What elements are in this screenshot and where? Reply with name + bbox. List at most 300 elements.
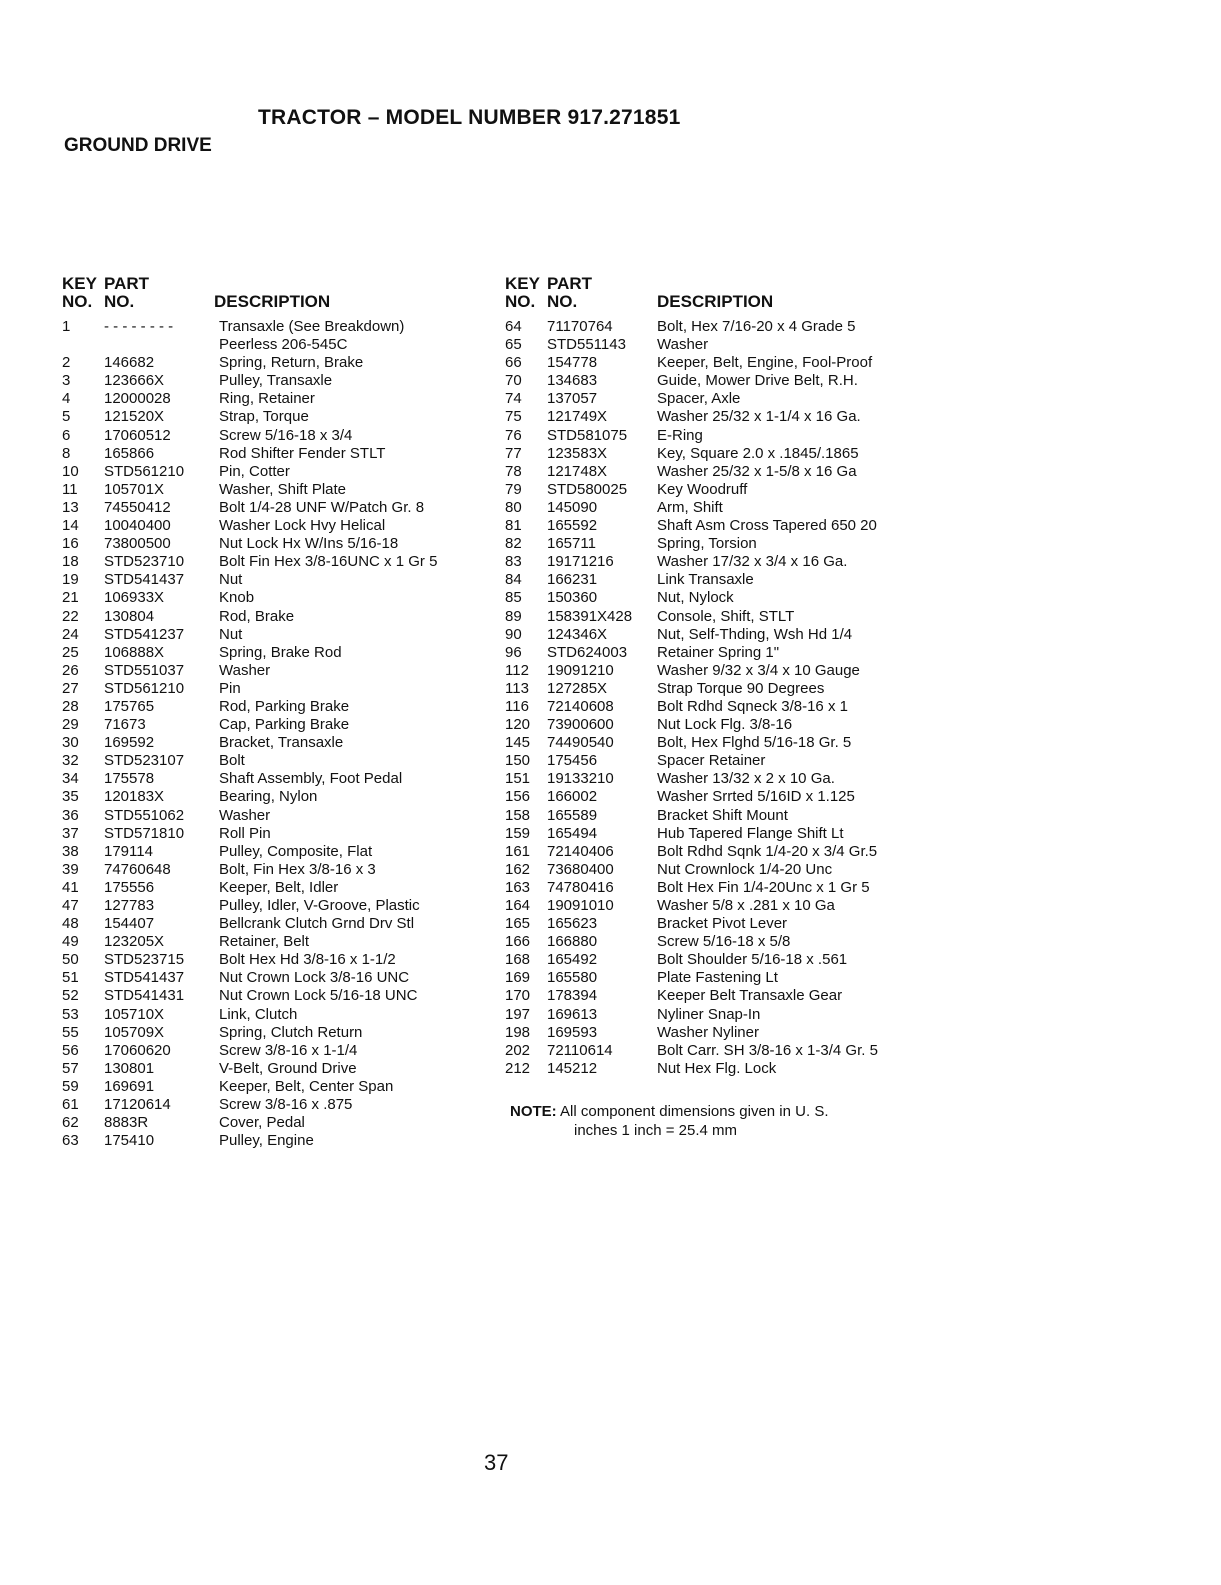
key-number: 66 bbox=[505, 354, 522, 372]
key-number: 156 bbox=[505, 788, 531, 806]
table-row bbox=[505, 680, 945, 698]
part-description: Ring, Retainer bbox=[219, 390, 315, 408]
part-description: Washer Srrted 5/16ID x 1.125 bbox=[657, 788, 855, 806]
key-number: 83 bbox=[505, 553, 522, 571]
part-description: Bracket Shift Mount bbox=[657, 806, 788, 824]
part-number: 165494 bbox=[547, 824, 598, 842]
part-number: 154778 bbox=[547, 354, 598, 372]
key-number: 8 bbox=[62, 444, 71, 462]
key-number: 14 bbox=[62, 517, 79, 535]
table-row bbox=[505, 408, 945, 426]
key-number: 55 bbox=[62, 1023, 79, 1041]
key-number: 48 bbox=[62, 915, 79, 933]
table-row bbox=[62, 517, 502, 535]
part-number: STD581075 bbox=[547, 426, 628, 444]
part-description: Retainer, Belt bbox=[219, 933, 310, 951]
key-number: 22 bbox=[62, 607, 79, 625]
table-row bbox=[505, 951, 945, 969]
table-row bbox=[505, 915, 945, 933]
part-description: Plate Fastening Lt bbox=[657, 969, 778, 987]
part-description: Nut Crown Lock 3/8-16 UNC bbox=[219, 969, 410, 987]
table-row bbox=[505, 716, 945, 734]
key-number: 38 bbox=[62, 842, 79, 860]
part-number: 175765 bbox=[104, 697, 155, 715]
key-number: 32 bbox=[62, 752, 79, 770]
part-description: Rod, Parking Brake bbox=[219, 697, 350, 715]
section-title: GROUND DRIVE bbox=[64, 135, 212, 156]
note-label: NOTE: bbox=[510, 1103, 557, 1120]
table-row bbox=[505, 1006, 945, 1024]
table-row bbox=[505, 933, 945, 951]
part-number: 130801 bbox=[104, 1059, 155, 1077]
part-description: Washer Lock Hvy Helical bbox=[219, 517, 386, 535]
key-number: 168 bbox=[505, 951, 531, 969]
part-number: 17120614 bbox=[104, 1096, 171, 1114]
part-description: Washer, Shift Plate bbox=[219, 480, 347, 498]
part-number: STD523710 bbox=[104, 553, 185, 571]
part-description: Washer 9/32 x 3/4 x 10 Gauge bbox=[657, 661, 860, 679]
table-row bbox=[62, 571, 502, 589]
part-number: 127285X bbox=[547, 679, 608, 697]
part-description: Washer 13/32 x 2 x 10 Ga. bbox=[657, 770, 835, 788]
table-row bbox=[505, 662, 945, 680]
key-number: 6 bbox=[62, 426, 71, 444]
header-part-no: NO. bbox=[547, 292, 578, 311]
parts-column-right bbox=[505, 272, 945, 1078]
table-row bbox=[505, 987, 945, 1005]
key-number: 84 bbox=[505, 571, 522, 589]
table-row bbox=[62, 951, 502, 969]
table-row bbox=[62, 897, 502, 915]
part-description: Shaft Assembly, Foot Pedal bbox=[219, 770, 403, 788]
key-number: 162 bbox=[505, 860, 531, 878]
key-number: 39 bbox=[62, 860, 79, 878]
key-number: 27 bbox=[62, 679, 79, 697]
part-description: Bearing, Nylon bbox=[219, 788, 318, 806]
table-row bbox=[505, 336, 945, 354]
part-description: Keeper, Belt, Idler bbox=[219, 878, 339, 896]
table-row bbox=[62, 1114, 502, 1132]
part-number: 120183X bbox=[104, 788, 165, 806]
part-description: Console, Shift, STLT bbox=[657, 607, 795, 625]
part-number: 179114 bbox=[104, 842, 153, 860]
part-description: Spacer, Axle bbox=[657, 390, 741, 408]
header-description: DESCRIPTION bbox=[657, 292, 774, 311]
part-number: 105710X bbox=[104, 1005, 165, 1023]
part-description: Strap, Torque bbox=[219, 408, 309, 426]
part-number: 154407 bbox=[104, 915, 155, 933]
key-number: 3 bbox=[62, 372, 71, 390]
key-number: 197 bbox=[505, 1005, 531, 1023]
part-number: 74550412 bbox=[104, 498, 171, 516]
key-number: 166 bbox=[505, 933, 531, 951]
part-description: Spring, Clutch Return bbox=[219, 1023, 363, 1041]
table-row bbox=[505, 897, 945, 915]
table-row bbox=[505, 535, 945, 553]
part-description: Peerless 206-545C bbox=[219, 336, 348, 354]
part-description: Keeper Belt Transaxle Gear bbox=[657, 987, 843, 1005]
table-row bbox=[62, 427, 502, 445]
part-number: 169593 bbox=[547, 1023, 598, 1041]
part-number: STD624003 bbox=[547, 643, 628, 661]
key-number: 50 bbox=[62, 951, 79, 969]
key-number: 51 bbox=[62, 969, 79, 987]
key-number: 41 bbox=[62, 878, 79, 896]
key-number: 158 bbox=[505, 806, 531, 824]
part-description: E-Ring bbox=[657, 426, 703, 444]
key-number: 4 bbox=[62, 390, 71, 408]
header-key-no: NO. bbox=[62, 292, 93, 311]
key-number: 30 bbox=[62, 734, 79, 752]
part-description: Nut bbox=[219, 571, 243, 589]
header-part: PART bbox=[104, 274, 150, 293]
part-number: 12000028 bbox=[104, 390, 171, 408]
part-description: Screw 5/16-18 x 3/4 bbox=[219, 426, 353, 444]
table-row bbox=[505, 608, 945, 626]
part-number: 165711 bbox=[547, 535, 596, 553]
part-number: 130804 bbox=[104, 607, 155, 625]
table-row bbox=[505, 1060, 945, 1078]
key-number: 2 bbox=[62, 354, 71, 372]
table-row bbox=[62, 1096, 502, 1114]
table-row bbox=[505, 463, 945, 481]
part-number: 106888X bbox=[104, 643, 165, 661]
part-number: 72140608 bbox=[547, 697, 614, 715]
part-description: Cap, Parking Brake bbox=[219, 716, 350, 734]
key-number: 170 bbox=[505, 987, 531, 1005]
part-description: Washer bbox=[657, 336, 709, 354]
parts-list-right bbox=[505, 318, 945, 1078]
key-number: 16 bbox=[62, 535, 79, 553]
table-row bbox=[62, 589, 502, 607]
part-description: Screw 3/8-16 x .875 bbox=[219, 1096, 353, 1114]
part-number: 74490540 bbox=[547, 734, 614, 752]
part-number: STD541437 bbox=[104, 969, 185, 987]
table-row bbox=[62, 336, 502, 354]
part-number: 106933X bbox=[104, 589, 165, 607]
part-description: Bolt 1/4-28 UNF W/Patch Gr. 8 bbox=[219, 498, 425, 516]
part-description: Bolt, Hex 7/16-20 x 4 Grade 5 bbox=[657, 318, 856, 335]
part-number: 73900600 bbox=[547, 716, 614, 734]
table-row bbox=[62, 318, 502, 336]
part-description: Nut Crownlock 1/4-20 Unc bbox=[657, 860, 833, 878]
part-number: 123666X bbox=[104, 372, 165, 390]
table-row bbox=[62, 807, 502, 825]
parts-list-left bbox=[62, 318, 502, 1150]
key-number: 151 bbox=[505, 770, 531, 788]
part-description: Washer bbox=[219, 806, 271, 824]
key-number: 57 bbox=[62, 1059, 79, 1077]
part-description: Pin, Cotter bbox=[219, 462, 290, 480]
key-number: 81 bbox=[505, 517, 522, 535]
key-number: 29 bbox=[62, 716, 79, 734]
part-number: 150360 bbox=[547, 589, 598, 607]
table-row bbox=[505, 481, 945, 499]
part-number: 137057 bbox=[547, 390, 598, 408]
table-row bbox=[505, 1042, 945, 1060]
table-row bbox=[62, 843, 502, 861]
key-number: 49 bbox=[62, 933, 79, 951]
table-row bbox=[62, 481, 502, 499]
part-description: Roll Pin bbox=[219, 824, 271, 842]
key-number: 90 bbox=[505, 625, 522, 643]
table-row bbox=[62, 698, 502, 716]
key-number: 61 bbox=[62, 1096, 79, 1114]
part-number: 123205X bbox=[104, 933, 165, 951]
table-row bbox=[505, 589, 945, 607]
table-row bbox=[62, 390, 502, 408]
part-description: Bolt Hex Fin 1/4-20Unc x 1 Gr 5 bbox=[657, 878, 870, 896]
part-description: Rod Shifter Fender STLT bbox=[219, 444, 386, 462]
part-number: STD551143 bbox=[547, 336, 626, 354]
table-row bbox=[505, 427, 945, 445]
key-number: 70 bbox=[505, 372, 522, 390]
key-number: 89 bbox=[505, 607, 522, 625]
key-number: 21 bbox=[62, 589, 79, 607]
table-row bbox=[62, 933, 502, 951]
key-number: 159 bbox=[505, 824, 531, 842]
part-description: Link Transaxle bbox=[657, 571, 754, 589]
part-number: 8883R bbox=[104, 1114, 149, 1132]
key-number: 77 bbox=[505, 444, 522, 462]
key-number: 11 bbox=[62, 480, 78, 498]
part-description: Link, Clutch bbox=[219, 1005, 298, 1023]
table-row bbox=[505, 499, 945, 517]
table-row bbox=[62, 680, 502, 698]
part-description: Nut Lock Hx W/Ins 5/16-18 bbox=[219, 535, 399, 553]
part-number: 74760648 bbox=[104, 860, 171, 878]
table-row bbox=[505, 626, 945, 644]
part-number: 124346X bbox=[547, 625, 608, 643]
part-description: Transaxle (See Breakdown) bbox=[219, 318, 405, 335]
part-description: Screw 5/16-18 x 5/8 bbox=[657, 933, 791, 951]
header-key-no: NO. bbox=[505, 292, 536, 311]
part-number: 121748X bbox=[547, 462, 608, 480]
part-description: Nut Crown Lock 5/16-18 UNC bbox=[219, 987, 418, 1005]
part-description: Nut, Self-Thding, Wsh Hd 1/4 bbox=[657, 625, 853, 643]
part-description: V-Belt, Ground Drive bbox=[219, 1059, 357, 1077]
table-row bbox=[505, 825, 945, 843]
part-description: Bolt Hex Hd 3/8-16 x 1-1/2 bbox=[219, 951, 396, 969]
key-number: 165 bbox=[505, 915, 531, 933]
table-row bbox=[62, 734, 502, 752]
table-row bbox=[62, 861, 502, 879]
note-line-1: All component dimensions given in U. S. bbox=[560, 1103, 829, 1120]
key-number: 26 bbox=[62, 661, 79, 679]
table-row bbox=[505, 571, 945, 589]
part-description: Knob bbox=[219, 589, 255, 607]
part-number: 175410 bbox=[104, 1132, 155, 1150]
part-description: Pulley, Idler, V-Groove, Plastic bbox=[219, 897, 420, 914]
table-row bbox=[62, 1042, 502, 1060]
part-description: Bracket, Transaxle bbox=[219, 734, 344, 752]
table-row bbox=[62, 1078, 502, 1096]
part-description: Bolt bbox=[219, 752, 245, 770]
table-row bbox=[62, 969, 502, 987]
part-description: Screw 3/8-16 x 1-1/4 bbox=[219, 1041, 358, 1059]
part-description: Bolt Carr. SH 3/8-16 x 1-3/4 Gr. 5 bbox=[657, 1041, 878, 1059]
part-description: Key, Square 2.0 x .1845/.1865 bbox=[657, 444, 859, 462]
part-number: 73680400 bbox=[547, 860, 614, 878]
key-number: 28 bbox=[62, 697, 79, 715]
key-number: 75 bbox=[505, 408, 522, 426]
key-number: 163 bbox=[505, 878, 531, 896]
part-description: Washer 5/8 x .281 x 10 Ga bbox=[657, 897, 835, 914]
header-description: DESCRIPTION bbox=[214, 292, 331, 311]
key-number: 24 bbox=[62, 625, 79, 643]
part-number: STD541237 bbox=[104, 625, 185, 643]
table-row bbox=[62, 499, 502, 517]
part-number: 19091010 bbox=[547, 897, 614, 914]
part-number: 165866 bbox=[104, 444, 155, 462]
part-description: Bolt, Hex Flghd 5/16-18 Gr. 5 bbox=[657, 734, 852, 752]
part-number: 178394 bbox=[547, 987, 598, 1005]
part-number: 105701X bbox=[104, 480, 165, 498]
part-description: Cover, Pedal bbox=[219, 1114, 305, 1132]
part-number: 19133210 bbox=[547, 770, 614, 788]
key-number: 112 bbox=[505, 661, 529, 679]
part-description: Washer 25/32 x 1-5/8 x 16 Ga bbox=[657, 462, 857, 480]
table-row bbox=[62, 1006, 502, 1024]
key-number: 74 bbox=[505, 390, 522, 408]
part-number: STD551062 bbox=[104, 806, 185, 824]
part-number: 19171216 bbox=[547, 553, 614, 571]
part-number: 72110614 bbox=[547, 1041, 613, 1059]
key-number: 34 bbox=[62, 770, 79, 788]
part-description: Washer bbox=[219, 661, 271, 679]
part-number: 165492 bbox=[547, 951, 598, 969]
part-number: - - - - - - - - bbox=[104, 318, 174, 335]
table-row bbox=[505, 644, 945, 662]
part-number: 165592 bbox=[547, 517, 598, 535]
part-number: 145090 bbox=[547, 498, 598, 516]
key-number: 212 bbox=[505, 1059, 531, 1077]
part-number: 121520X bbox=[104, 408, 165, 426]
key-number: 35 bbox=[62, 788, 79, 806]
key-number: 82 bbox=[505, 535, 522, 553]
key-number: 47 bbox=[62, 897, 79, 914]
part-number: 165580 bbox=[547, 969, 598, 987]
part-number: STD580025 bbox=[547, 480, 628, 498]
table-row bbox=[62, 662, 502, 680]
table-row bbox=[62, 752, 502, 770]
table-row bbox=[505, 517, 945, 535]
key-number: 79 bbox=[505, 480, 522, 498]
table-row bbox=[62, 788, 502, 806]
part-number: STD523715 bbox=[104, 951, 185, 969]
part-number: STD541437 bbox=[104, 571, 185, 589]
key-number: 145 bbox=[505, 734, 531, 752]
part-description: Nyliner Snap-In bbox=[657, 1005, 761, 1023]
part-number: 71673 bbox=[104, 716, 146, 734]
table-row bbox=[62, 915, 502, 933]
part-description: Pulley, Engine bbox=[219, 1132, 314, 1150]
table-row bbox=[505, 372, 945, 390]
table-row bbox=[62, 1024, 502, 1042]
part-number: 169691 bbox=[104, 1077, 155, 1095]
part-description: Arm, Shift bbox=[657, 498, 723, 516]
part-number: 165589 bbox=[547, 806, 598, 824]
key-number: 76 bbox=[505, 426, 522, 444]
table-row bbox=[505, 318, 945, 336]
table-row bbox=[62, 608, 502, 626]
table-row bbox=[505, 1024, 945, 1042]
part-description: Nut Lock Flg. 3/8-16 bbox=[657, 716, 793, 734]
part-description: Washer 17/32 x 3/4 x 16 Ga. bbox=[657, 553, 848, 571]
part-description: Strap Torque 90 Degrees bbox=[657, 679, 825, 697]
key-number: 53 bbox=[62, 1005, 79, 1023]
table-row bbox=[62, 1132, 502, 1150]
parts-column-left bbox=[62, 272, 502, 1150]
key-number: 113 bbox=[505, 679, 529, 697]
key-number: 116 bbox=[505, 697, 529, 715]
part-description: Bolt Fin Hex 3/8-16UNC x 1 Gr 5 bbox=[219, 553, 438, 571]
header-part: PART bbox=[547, 274, 593, 293]
key-number: 150 bbox=[505, 752, 531, 770]
table-row bbox=[62, 553, 502, 571]
part-number: 105709X bbox=[104, 1023, 165, 1041]
part-number: STD571810 bbox=[104, 824, 185, 842]
part-number: 73800500 bbox=[104, 535, 171, 553]
key-number: 10 bbox=[62, 462, 79, 480]
key-number: 62 bbox=[62, 1114, 79, 1132]
header-key: KEY bbox=[62, 274, 97, 293]
table-row bbox=[62, 354, 502, 372]
key-number: 19 bbox=[62, 571, 79, 589]
part-number: 17060512 bbox=[104, 426, 171, 444]
part-description: Bracket Pivot Lever bbox=[657, 915, 788, 933]
part-number: 169613 bbox=[547, 1005, 598, 1023]
table-row bbox=[505, 390, 945, 408]
table-row bbox=[62, 535, 502, 553]
part-number: 158391X428 bbox=[547, 607, 633, 625]
key-number: 37 bbox=[62, 824, 79, 842]
part-description: Spring, Return, Brake bbox=[219, 354, 364, 372]
table-row bbox=[505, 843, 945, 861]
key-number: 120 bbox=[505, 716, 531, 734]
part-description: Pulley, Composite, Flat bbox=[219, 842, 373, 860]
key-number: 96 bbox=[505, 643, 522, 661]
header-key: KEY bbox=[505, 274, 540, 293]
key-number: 202 bbox=[505, 1041, 531, 1059]
key-number: 63 bbox=[62, 1132, 79, 1150]
part-description: Guide, Mower Drive Belt, R.H. bbox=[657, 372, 858, 390]
part-description: Pulley, Transaxle bbox=[219, 372, 333, 390]
part-number: STD561210 bbox=[104, 462, 185, 480]
key-number: 18 bbox=[62, 553, 79, 571]
column-header bbox=[505, 272, 945, 318]
table-row bbox=[62, 372, 502, 390]
column-header bbox=[62, 272, 502, 318]
part-number: 123583X bbox=[547, 444, 608, 462]
key-number: 36 bbox=[62, 806, 79, 824]
part-number: STD561210 bbox=[104, 679, 185, 697]
table-row bbox=[62, 644, 502, 662]
part-description: Nut bbox=[219, 625, 243, 643]
table-row bbox=[62, 770, 502, 788]
key-number: 65 bbox=[505, 336, 522, 354]
part-number: 175456 bbox=[547, 752, 598, 770]
key-number: 85 bbox=[505, 589, 522, 607]
part-description: Bellcrank Clutch Grnd Drv Stl bbox=[219, 915, 415, 933]
table-row bbox=[505, 354, 945, 372]
part-description: Spring, Brake Rod bbox=[219, 643, 342, 661]
note-line-2: inches 1 inch = 25.4 mm bbox=[574, 1122, 738, 1139]
part-description: Washer Nyliner bbox=[657, 1023, 759, 1041]
part-number: 17060620 bbox=[104, 1041, 171, 1059]
table-row bbox=[505, 807, 945, 825]
table-row bbox=[62, 408, 502, 426]
